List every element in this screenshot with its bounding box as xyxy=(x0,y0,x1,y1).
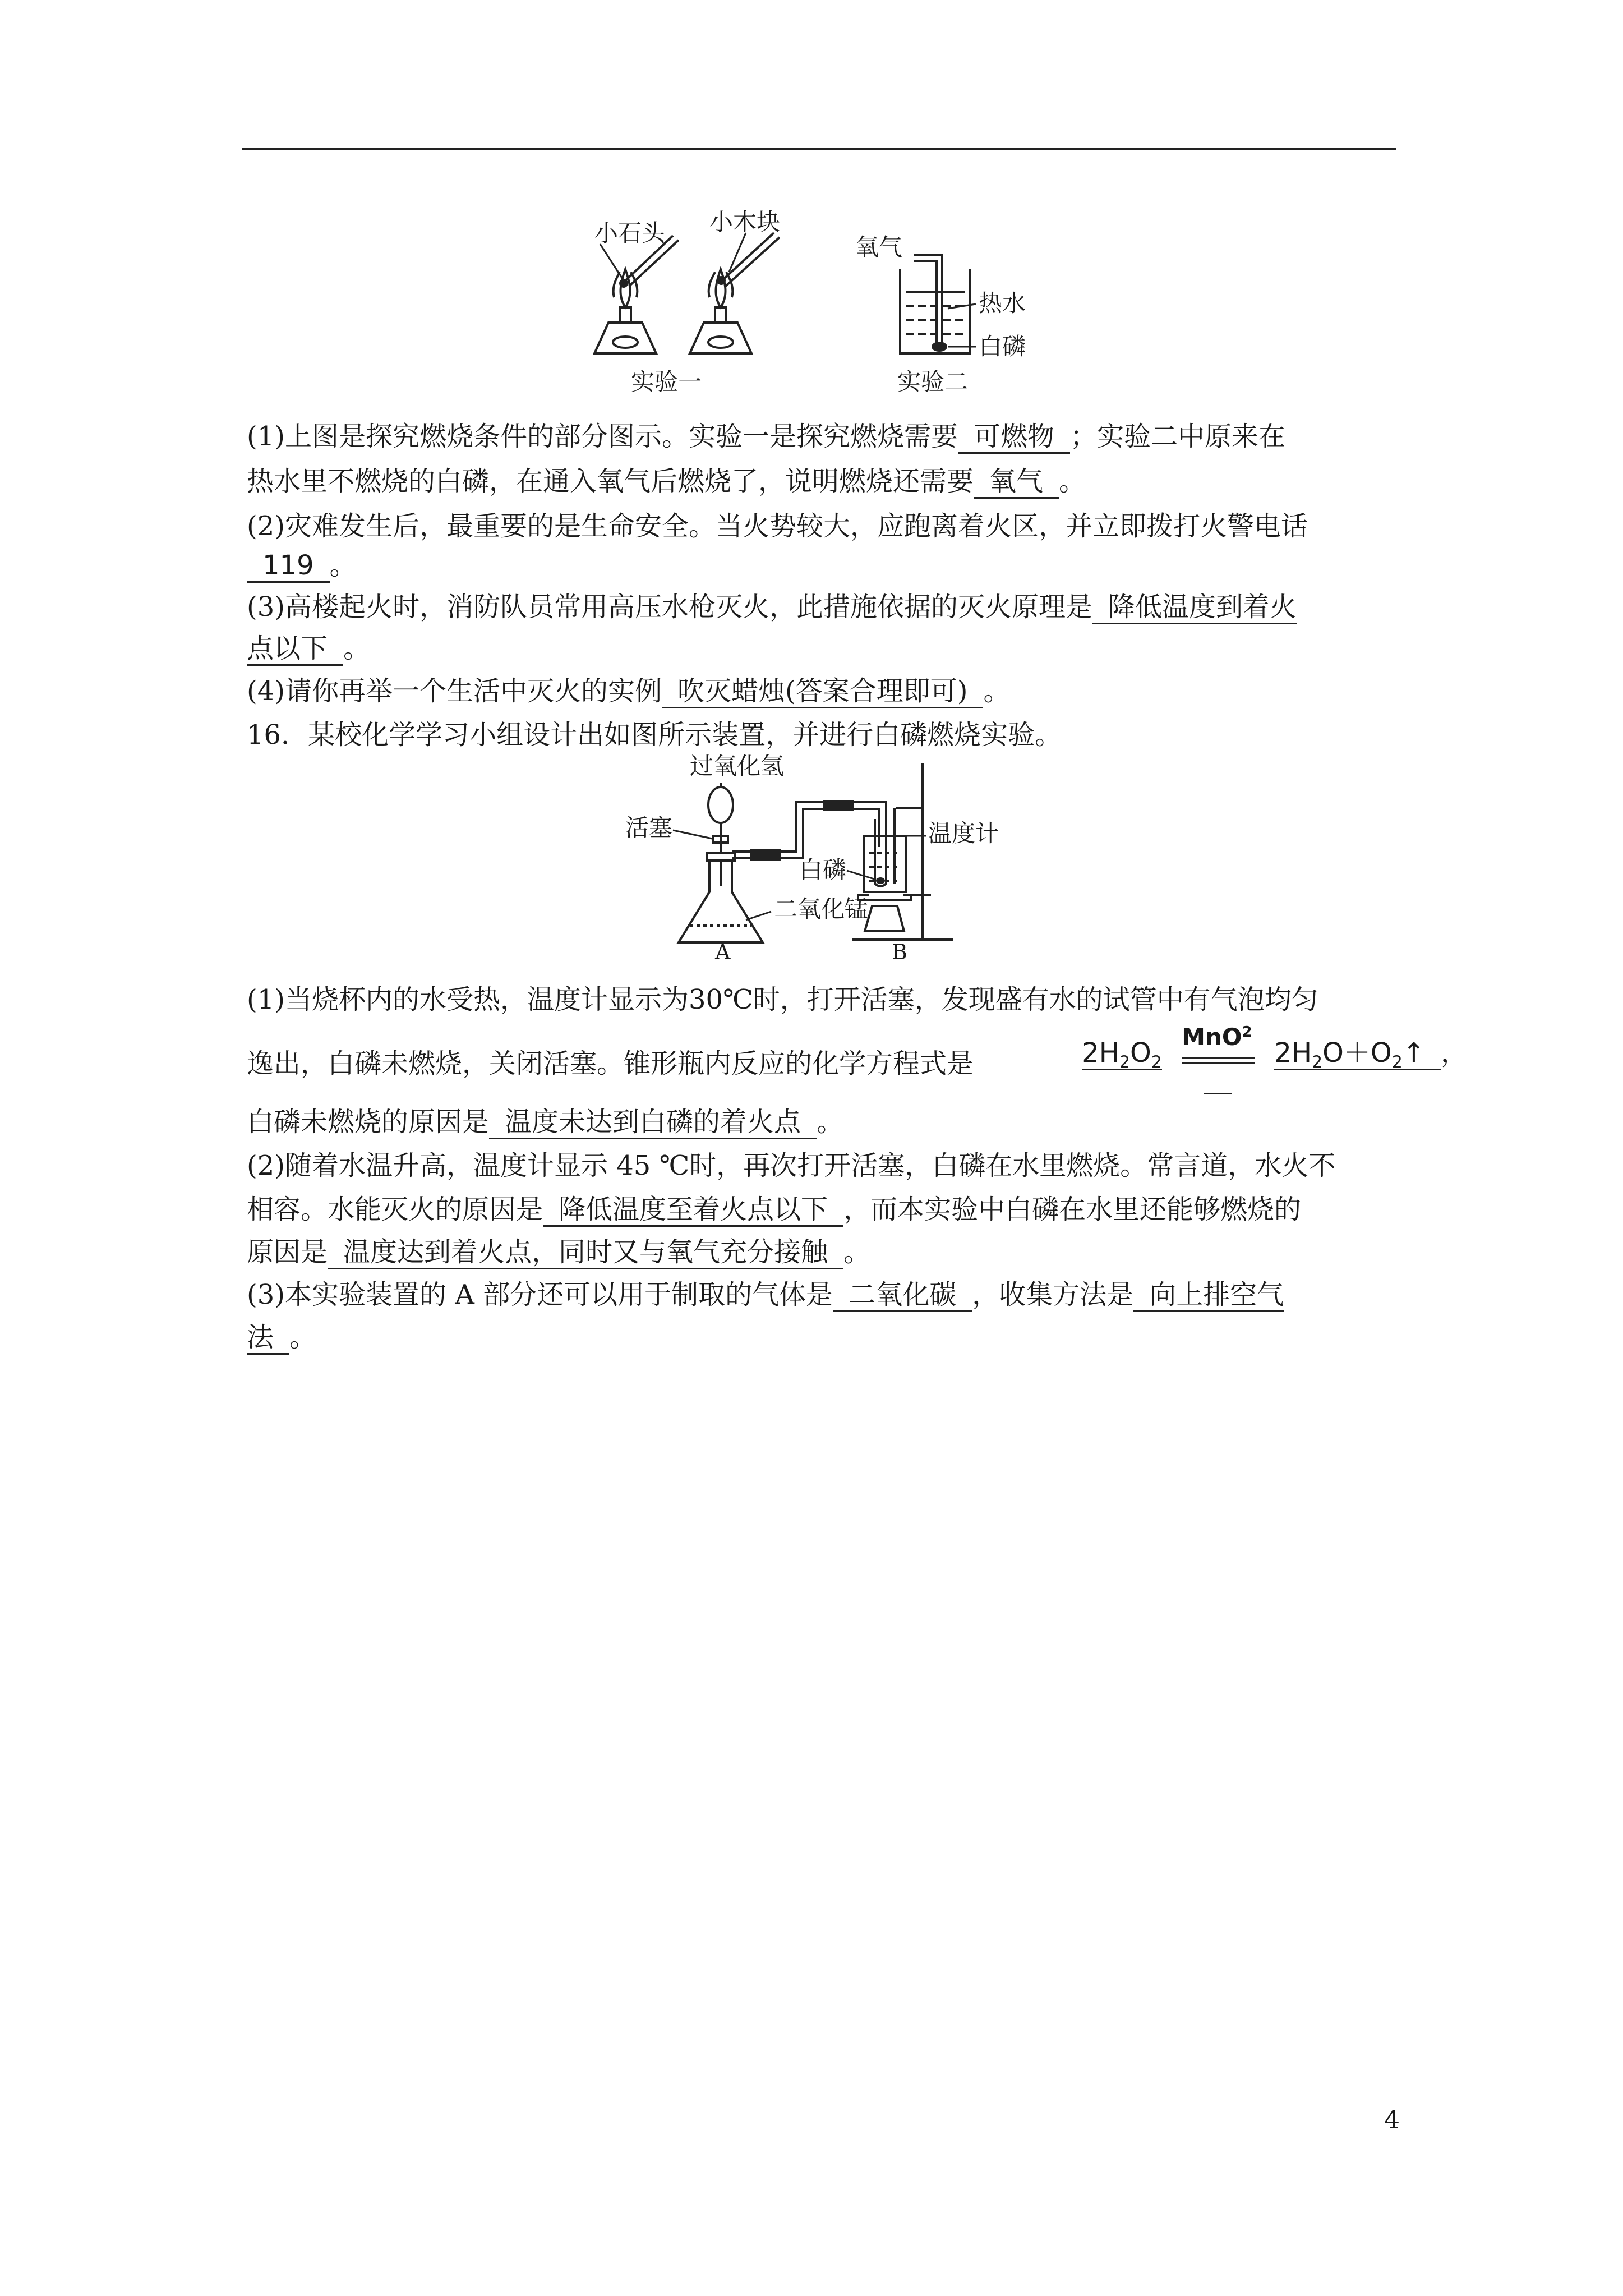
stopcock-pointer xyxy=(673,830,712,839)
label-b: B xyxy=(892,940,907,959)
q16-intro xyxy=(247,717,1062,753)
q16-p1-text-c: 白磷未燃烧的原因是 xyxy=(247,1106,490,1138)
beaker xyxy=(900,255,970,353)
q16-p3-text-a: (3)本实验装置的 A 部分还可以用于制取的气体是 xyxy=(247,1279,833,1310)
equation-reactant: $2H_2O_2$ xyxy=(1082,1037,1162,1073)
q16-p2-text-d: 原因是 xyxy=(247,1236,328,1268)
header-rule xyxy=(242,148,1396,150)
q15-p3-answer-2: 点以下 xyxy=(247,633,343,666)
q16-p2-answer-1: 降低温度至着火点以下 xyxy=(543,1194,843,1227)
q16-p2-text-b: 相容。水能灭火的原因是 xyxy=(247,1194,543,1225)
chemical-equation: $2H_2O_2$ MnO$^2$ $2H_2O+O_2↑$ ， xyxy=(1058,1027,1468,1083)
q15-part3-line1 xyxy=(247,589,1297,625)
q15-part4-line: (4)请你再举一个生活中灭火的实例 吹灭蜡烛(答案合理即可) 。 xyxy=(247,673,1010,709)
combustion-experiments-svg xyxy=(561,202,1066,415)
q16-intro-text: 16．某校化学学习小组设计出如图所示装置，并进行白磷燃烧实验。 xyxy=(247,719,1062,751)
q15-p1-text-c: 热水里不燃烧的白磷，在通入氧气后燃烧了，说明燃烧还需要 xyxy=(247,466,974,497)
q15-p1-text-b: ；实验二中原来在 xyxy=(1070,421,1286,452)
q15-p4-answer: 吹灭蜡烛(答案合理即可) xyxy=(662,675,983,708)
label-stopcock: 活塞 xyxy=(625,814,673,841)
label-small-wood: 小木块 xyxy=(709,208,781,236)
label-phosphorus-b: 白磷 xyxy=(799,856,847,884)
phosphorus-b xyxy=(876,877,885,884)
q15-p2-text: (2)灾难发生后，最重要的是生命安全。当火势较大，应跑离着火区，并立即拨打火警电话 xyxy=(247,510,1308,542)
q16-p3-text-b: ，收集方法是 xyxy=(972,1279,1134,1310)
q15-p3-answer-1: 降低温度到着火 xyxy=(1092,591,1297,624)
q16-p1-text-b: 逸出，白磷未燃烧，关闭活塞。锥形瓶内反应的化学方程式是 xyxy=(247,1048,974,1079)
label-oxygen: 氧气 xyxy=(855,233,903,261)
label-small-stone: 小石头 xyxy=(594,219,666,247)
q15-part2-line2: 119 。 xyxy=(247,547,357,583)
white-phosphorus-lump xyxy=(932,342,947,352)
rod-2 xyxy=(719,233,780,286)
q16-p2-text-a: (2)随着水温升高，温度计显示 45 ℃时，再次打开活塞，白磷在水里燃烧。常言道，水火不 xyxy=(247,1150,1336,1181)
q16-p3-answer-2: 向上排空气 xyxy=(1133,1279,1284,1312)
figure-combustion-experiments xyxy=(561,202,1066,415)
q15-p2-answer: 119 xyxy=(247,550,330,583)
q15-p1-answer-1: 可燃物 xyxy=(958,421,1070,454)
wood-dot xyxy=(717,276,726,285)
q16-part2-line3: 原因是 温度达到着火点，同时又与氧气充分接触 。 xyxy=(247,1234,870,1270)
q16-p1-text-a: (1)当烧杯内的水受热，温度计显示为30℃时，打开活塞，发现盛有水的试管中有气泡均匀 xyxy=(247,984,1318,1015)
equation-products: $2H_2O+O_2↑$ xyxy=(1274,1037,1441,1070)
q15-part1-line1 xyxy=(247,418,1285,454)
q16-p3-answer-3: 法 xyxy=(247,1322,289,1355)
equation-answer xyxy=(1058,1023,1441,1083)
stone-pointer xyxy=(600,244,624,280)
figure-phosphorus-apparatus xyxy=(617,752,1009,959)
q15-p3-text: (3)高楼起火时，消防队员常用高压水枪灭火，此措施依据的灭火原理是 xyxy=(247,591,1092,623)
q15-p1-answer-2: 氧气 xyxy=(974,466,1059,499)
q16-part3-line1 xyxy=(247,1277,1284,1313)
q16-part2-line1 xyxy=(247,1148,1335,1184)
label-mno2: 二氧化锰 xyxy=(774,895,869,923)
q15-part2-line1 xyxy=(247,508,1308,544)
page-number: 4 xyxy=(1384,2106,1400,2134)
mno2-pointer xyxy=(746,912,771,920)
caption-exp1: 实验一 xyxy=(631,368,702,395)
label-white-phosphorus: 白磷 xyxy=(979,333,1026,360)
label-a: A xyxy=(715,940,731,959)
apparatus-svg xyxy=(617,752,1009,959)
label-thermometer: 温度计 xyxy=(928,820,999,847)
q16-p2-text-c: ，而本实验中白磷在水里还能够燃烧的 xyxy=(843,1194,1302,1225)
label-hot-water: 热水 xyxy=(979,289,1026,317)
label-h2o2: 过氧化氢 xyxy=(690,752,785,780)
caption-exp2: 实验二 xyxy=(897,368,969,395)
q16-p1-answer-2: 温度未达到白磷的着火点 xyxy=(489,1106,817,1139)
q16-part1-line1 xyxy=(247,982,1318,1018)
separatory-funnel xyxy=(708,783,733,886)
q16-part1-line3: 白磷未燃烧的原因是 温度未达到白磷的着火点 。 xyxy=(247,1104,843,1140)
q16-part1-line2 xyxy=(247,1046,974,1082)
q16-part3-line2: 法 。 xyxy=(247,1319,316,1355)
q15-part1-line2: 热水里不燃烧的白磷，在通入氧气后燃烧了，说明燃烧还需要 氧气 。 xyxy=(247,463,1086,499)
phosphorus-b-pointer xyxy=(847,871,876,880)
q16-part2-line2 xyxy=(247,1191,1301,1227)
equation-catalyst: MnO$^2$ xyxy=(1182,1027,1255,1083)
q15-p4-text: (4)请你再举一个生活中灭火的实例 xyxy=(247,675,662,707)
q16-p2-answer-2: 温度达到着火点，同时又与氧气充分接触 xyxy=(328,1236,843,1269)
q15-part3-line2: 点以下 。 xyxy=(247,631,370,666)
q16-p3-answer-1: 二氧化碳 xyxy=(833,1279,972,1312)
q15-p1-text-a: (1)上图是探究燃烧条件的部分图示。实验一是探究燃烧需要 xyxy=(247,421,958,452)
